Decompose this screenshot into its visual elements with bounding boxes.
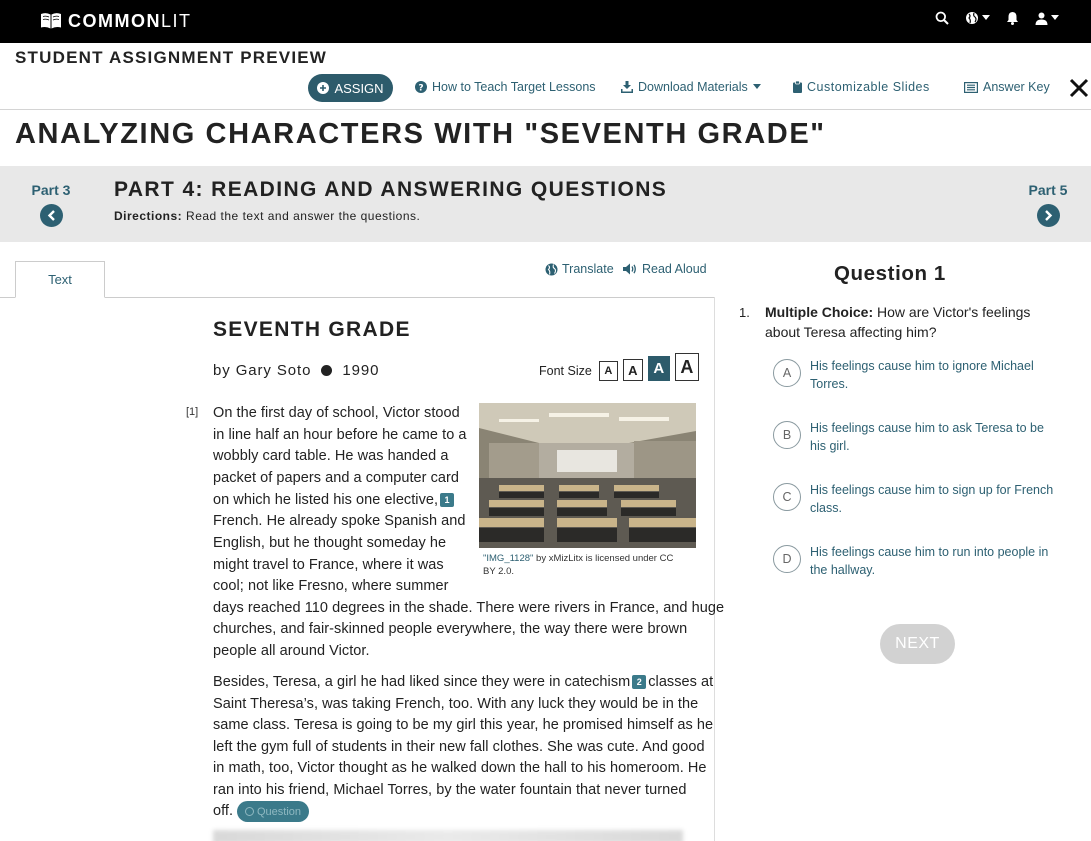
lesson-title: ANALYZING CHARACTERS WITH "SEVENTH GRADE": [15, 118, 826, 150]
directions: [114, 209, 420, 223]
author: by Gary Soto: [213, 362, 312, 379]
text-line: French. He already spoke Spanish and: [213, 513, 466, 529]
paragraph-number: [1]: [186, 406, 199, 418]
text-segment: on which he listed his one elective,: [213, 492, 439, 508]
answer-key-link[interactable]: [964, 80, 1050, 94]
question-circle-icon: [415, 81, 427, 93]
question-heading: Question 1: [834, 262, 946, 285]
font-size-xlarge-button[interactable]: A: [675, 353, 699, 381]
story-title: SEVENTH GRADE: [213, 318, 411, 341]
directions-text: Read the text and answer the questions.: [186, 209, 421, 223]
choice-letter: A: [773, 359, 801, 387]
preview-title: STUDENT ASSIGNMENT PREVIEW: [15, 48, 328, 67]
photo-license-text: by xMizLitx is licensed under CC BY 2.0.: [483, 553, 674, 577]
choice-letter: D: [773, 545, 801, 573]
font-size-control: [539, 353, 699, 381]
translate-button[interactable]: [545, 262, 614, 276]
text-segment: classes at: [648, 674, 714, 690]
next-part-button[interactable]: [1025, 182, 1071, 227]
font-size-label: Font Size: [539, 364, 592, 378]
question-number: 1.: [739, 305, 750, 320]
text-line: packet of papers and a computer card: [213, 470, 460, 486]
text-line: same class. Teresa is going to be my girl this year, he promised himself as he: [213, 717, 714, 733]
text-line: Saint Theresa’s, was taking French, too. With any luck they would be in the: [213, 696, 699, 712]
globe-icon: [545, 263, 558, 276]
photo-credit-link[interactable]: "IMG_1128": [483, 553, 534, 564]
globe-icon: [965, 11, 979, 25]
chevron-down-icon: [982, 15, 990, 21]
chevron-left-circle: [40, 204, 63, 227]
previous-part-label: Part 3: [31, 182, 71, 198]
logo-text: COMMONLIT: [68, 10, 192, 31]
footnote-badge-2[interactable]: 2: [632, 675, 646, 689]
read-aloud-label: Read Aloud: [642, 262, 707, 276]
text-line: people all around Victor.: [213, 643, 370, 659]
answer-key-label: Answer Key: [983, 80, 1050, 94]
user-menu[interactable]: [1035, 12, 1059, 25]
question-prompt: [765, 302, 1065, 342]
choice-letter: C: [773, 483, 801, 511]
classroom-photo-illustration: [479, 403, 696, 548]
assign-button[interactable]: [308, 74, 393, 102]
font-size-small-button[interactable]: A: [599, 361, 618, 381]
read-aloud-button[interactable]: [623, 262, 707, 276]
download-materials-label: Download Materials: [638, 80, 748, 94]
previous-part-button[interactable]: [28, 182, 74, 227]
byline: [213, 362, 379, 379]
choice-text: His feelings cause him to ignore Michael Torres.: [810, 359, 1034, 391]
year: 1990: [342, 362, 380, 379]
question-marker-label: Question: [256, 805, 302, 818]
choice-text: His feelings cause him to ask Teresa to be his girl.: [810, 421, 1044, 453]
plus-circle-icon: [317, 82, 329, 94]
part-title: PART 4: READING AND ANSWERING QUESTIONS: [114, 178, 668, 201]
assign-label: ASSIGN: [334, 80, 384, 96]
caret-down-icon: [753, 84, 761, 90]
text-line: days reached 110 degrees in the shade. There were rivers in France, and huge: [213, 600, 725, 616]
text-line: On the first day of school, Victor stood: [213, 405, 460, 421]
text-line-with-note: [213, 674, 713, 690]
question-circle-icon: [245, 807, 254, 816]
next-button[interactable]: NEXT: [880, 624, 955, 664]
choice-text: His feelings cause him to sign up for French class.: [810, 483, 1054, 515]
clipboard-icon: [793, 81, 802, 93]
answer-choice-c[interactable]: [773, 481, 1058, 517]
text-line: ran into his friend, Michael Torres, by the water fountain that never turned: [213, 782, 687, 798]
text-line: in line half an hour before he came to a: [213, 427, 467, 443]
text-line: off.: [213, 803, 234, 819]
close-icon[interactable]: [1068, 77, 1090, 99]
customizable-slides-link[interactable]: [793, 80, 930, 94]
text-line: English, but he thought someday he: [213, 535, 447, 551]
photo-caption: [483, 552, 688, 578]
question-text: How are Victor's feelings about Teresa affecting him?: [765, 304, 1031, 340]
directions-label: Directions:: [114, 209, 183, 223]
blurred-text-line: [213, 830, 683, 841]
reader-right-border: [714, 297, 715, 841]
next-part-label: Part 5: [1028, 182, 1068, 198]
question-type-label: Multiple Choice:: [765, 304, 874, 320]
classroom-photo: [479, 403, 696, 548]
chevron-right-icon: [1044, 210, 1053, 221]
top-nav-icons: [935, 11, 1059, 25]
tab-text[interactable]: Text: [15, 261, 105, 298]
language-menu[interactable]: [965, 11, 990, 25]
user-icon: [1035, 12, 1048, 25]
translate-label: Translate: [562, 262, 614, 276]
volume-icon: [623, 263, 638, 275]
footnote-badge-1[interactable]: 1: [440, 493, 454, 507]
top-navigation-bar: [0, 0, 1091, 43]
text-line: churches, and fair-skinned people everywhere, the way there were brown: [213, 621, 688, 637]
text-line: wobbly card table. He was handed a: [213, 448, 449, 464]
book-logo-icon: [40, 12, 62, 30]
commonlit-logo[interactable]: [40, 10, 192, 32]
text-segment: Besides, Teresa, a girl he had liked since they were in catechism: [213, 674, 631, 690]
part-banner: [0, 166, 1091, 242]
download-icon: [621, 81, 633, 93]
font-size-large-button[interactable]: A: [648, 356, 670, 381]
answer-choice-b[interactable]: [773, 419, 1058, 455]
answer-choice-d[interactable]: [773, 543, 1058, 579]
text-line: left the gym full of students in their new fall clothes. She was cute. And good: [213, 739, 705, 755]
question-marker-button[interactable]: [237, 801, 309, 822]
choice-text: His feelings cause him to run into people in the hallway.: [810, 545, 1049, 577]
chevron-down-icon: [1051, 15, 1059, 21]
answer-choice-a[interactable]: [773, 357, 1058, 393]
download-materials-dropdown[interactable]: [621, 80, 761, 94]
bell-icon[interactable]: [1006, 11, 1019, 25]
tab-divider: [0, 297, 714, 298]
font-size-medium-button[interactable]: A: [623, 359, 643, 381]
how-to-teach-label: How to Teach Target Lessons: [432, 80, 596, 94]
text-line: in math, too, Victor thought as he walked down the hall to his homeroom. He: [213, 760, 707, 776]
header-divider: [0, 109, 1091, 110]
customizable-slides-label: Customizable Slides: [807, 80, 930, 94]
text-line: cool; not like Fresno, where summer: [213, 578, 449, 594]
chevron-left-icon: [47, 210, 56, 221]
bullet-dot: [321, 365, 332, 376]
search-icon[interactable]: [935, 11, 949, 25]
text-line-with-note: [213, 492, 456, 508]
svg-text:?: ?: [418, 83, 424, 93]
list-alt-icon: [964, 82, 978, 93]
chevron-right-circle: [1037, 204, 1060, 227]
choice-letter: B: [773, 421, 801, 449]
how-to-teach-link[interactable]: [415, 80, 596, 94]
text-line: might travel to France, where it was: [213, 557, 444, 573]
